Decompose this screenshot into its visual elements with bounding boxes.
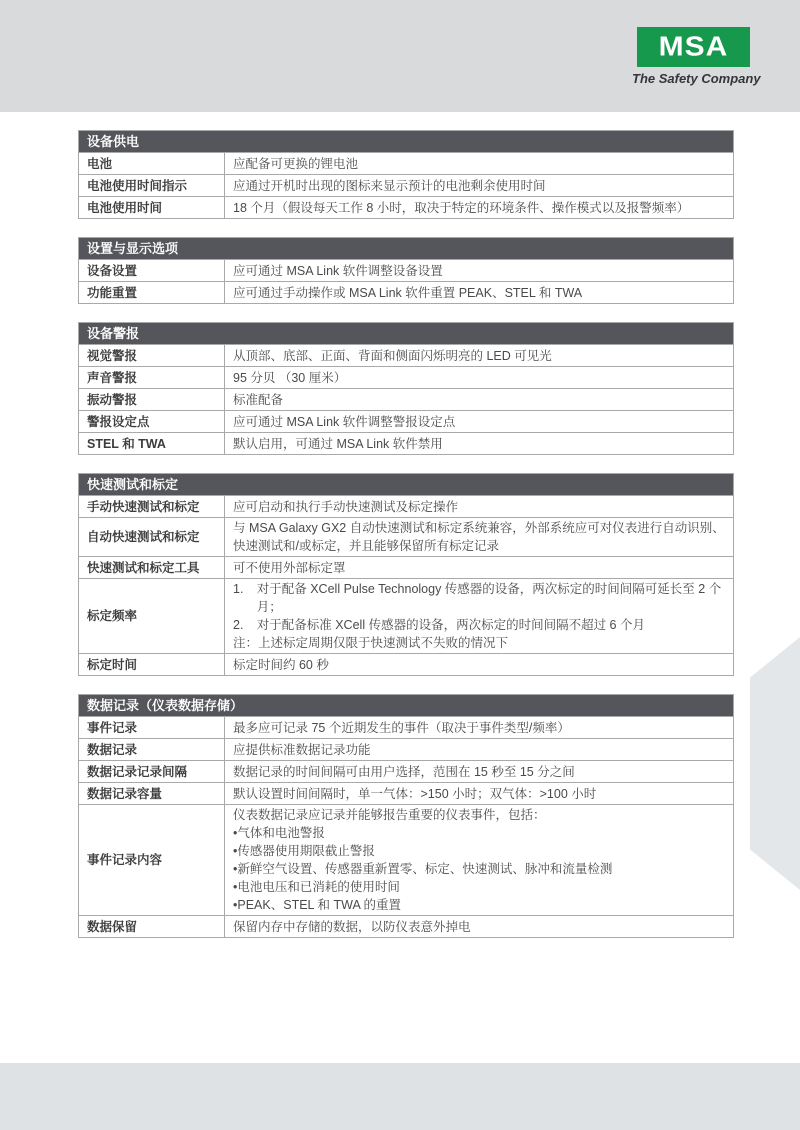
row-value-line: 仪表数据记录应记录并能够报告重要的仪表事件，包括： bbox=[233, 808, 546, 822]
row-value-line: 应提供标准数据记录功能 bbox=[233, 742, 371, 757]
row-value-line: •传感器使用期限截止警报 bbox=[233, 844, 375, 858]
row-label: 电池使用时间指示 bbox=[79, 175, 225, 196]
row-label: 视觉警报 bbox=[79, 345, 225, 366]
row-value bbox=[225, 717, 733, 738]
spec-table bbox=[78, 694, 734, 938]
table-row bbox=[79, 760, 733, 782]
table-row bbox=[79, 716, 733, 738]
table-row bbox=[79, 653, 733, 675]
row-value-line: •PEAK、STEL 和 TWA 的重置 bbox=[233, 898, 402, 912]
row-label: 振动警报 bbox=[79, 389, 225, 410]
row-value-line: 数据记录的时间间隔可由用户选择，范围在 15 秒至 15 分之间 bbox=[233, 764, 575, 779]
row-label: STEL 和 TWA bbox=[79, 433, 225, 454]
row-value-line bbox=[233, 580, 725, 616]
table-section-header: 设备供电 bbox=[79, 131, 733, 152]
table-row bbox=[79, 495, 733, 517]
msa-logo-text: MSA bbox=[658, 31, 729, 62]
row-value bbox=[225, 916, 733, 937]
row-value bbox=[225, 197, 733, 218]
row-label: 数据记录记录间隔 bbox=[79, 761, 225, 782]
table-row bbox=[79, 517, 733, 556]
table-row bbox=[79, 915, 733, 937]
row-label: 自动快速测试和标定 bbox=[79, 518, 225, 556]
row-value bbox=[225, 783, 733, 804]
spec-tables bbox=[78, 130, 734, 956]
row-value bbox=[225, 557, 733, 578]
table-row bbox=[79, 259, 733, 281]
row-value bbox=[225, 761, 733, 782]
row-label: 设备设置 bbox=[79, 260, 225, 281]
table-row bbox=[79, 281, 733, 303]
row-value-line: 最多应可记录 75 个近期发生的事件（取决于事件类型/频率） bbox=[233, 720, 570, 735]
row-label: 电池使用时间 bbox=[79, 197, 225, 218]
row-label: 快速测试和标定工具 bbox=[79, 557, 225, 578]
row-value-line: 标定时间约 60 秒 bbox=[233, 657, 329, 672]
row-value-line: 标准配备 bbox=[233, 392, 284, 407]
table-row bbox=[79, 432, 733, 454]
row-value-line: 95 分贝 （30 厘米） bbox=[233, 370, 347, 385]
table-row bbox=[79, 556, 733, 578]
table-row bbox=[79, 738, 733, 760]
row-value-line: 默认设置时间间隔时，单一气体：>150 小时；双气体：>100 小时 bbox=[233, 786, 597, 801]
row-label: 事件记录 bbox=[79, 717, 225, 738]
row-value bbox=[225, 282, 733, 303]
row-label: 声音警报 bbox=[79, 367, 225, 388]
spec-table bbox=[78, 130, 734, 219]
row-value bbox=[225, 654, 733, 675]
row-value-line: 可不使用外部标定罩 bbox=[233, 560, 346, 575]
row-value bbox=[225, 805, 733, 915]
row-label: 功能重置 bbox=[79, 282, 225, 303]
row-label: 事件记录内容 bbox=[79, 805, 225, 915]
spec-table bbox=[78, 237, 734, 304]
list-number: 2. bbox=[233, 618, 244, 632]
table-section-header: 数据记录（仪表数据存储） bbox=[79, 695, 733, 716]
row-value bbox=[225, 175, 733, 196]
row-value-line: •气体和电池警报 bbox=[233, 826, 325, 840]
table-row bbox=[79, 196, 733, 218]
row-value-line bbox=[233, 616, 725, 634]
row-label: 数据保留 bbox=[79, 916, 225, 937]
row-label: 警报设定点 bbox=[79, 411, 225, 432]
bottom-gray-band bbox=[0, 1063, 800, 1130]
list-number: 1. bbox=[233, 582, 244, 596]
msa-logo bbox=[632, 27, 761, 86]
table-section-header: 快速测试和标定 bbox=[79, 474, 733, 495]
list-text: 对于配备标准 XCell 传感器的设备，两次标定的时间间隔不超过 6 个月 bbox=[256, 618, 645, 632]
row-value bbox=[225, 739, 733, 760]
table-row bbox=[79, 152, 733, 174]
row-value bbox=[225, 345, 733, 366]
table-row bbox=[79, 782, 733, 804]
row-label: 电池 bbox=[79, 153, 225, 174]
row-value-line: 默认启用，可通过 MSA Link 软件禁用 bbox=[233, 436, 443, 451]
table-row bbox=[79, 804, 733, 915]
row-value-line: 18 个月（假设每天工作 8 小时，取决于特定的环境条件、操作模式以及报警频率） bbox=[233, 200, 690, 215]
row-value bbox=[225, 496, 733, 517]
table-row bbox=[79, 388, 733, 410]
row-value bbox=[225, 389, 733, 410]
row-value bbox=[225, 367, 733, 388]
row-value bbox=[225, 433, 733, 454]
row-value-line: 应可通过手动操作或 MSA Link 软件重置 PEAK、STEL 和 TWA bbox=[233, 285, 583, 300]
row-value-line: 与 MSA Galaxy GX2 自动快速测试和标定系统兼容，外部系统应可对仪表进行自动识别、快速测试和/或标定，并且能够保留所有标定记录 bbox=[233, 521, 725, 553]
row-label: 标定频率 bbox=[79, 579, 225, 653]
row-value-line: 注：上述标定周期仅限于快速测试不失败的情况下 bbox=[233, 636, 509, 650]
row-label: 数据记录 bbox=[79, 739, 225, 760]
row-label: 标定时间 bbox=[79, 654, 225, 675]
row-value-line: 应可通过 MSA Link 软件调整警报设定点 bbox=[233, 414, 456, 429]
table-row bbox=[79, 344, 733, 366]
table-row bbox=[79, 174, 733, 196]
msa-logo-mark bbox=[637, 27, 750, 67]
row-value-line: 应可通过 MSA Link 软件调整设备设置 bbox=[233, 263, 443, 278]
row-label: 手动快速测试和标定 bbox=[79, 496, 225, 517]
spec-table bbox=[78, 322, 734, 455]
row-value bbox=[225, 518, 733, 556]
spec-table bbox=[78, 473, 734, 676]
row-value-line: 应可启动和执行手动快速测试及标定操作 bbox=[233, 499, 459, 514]
table-section-header: 设置与显示选项 bbox=[79, 238, 733, 259]
row-label: 数据记录容量 bbox=[79, 783, 225, 804]
row-value-line: 保留内存中存储的数据，以防仪表意外掉电 bbox=[233, 919, 471, 934]
table-row bbox=[79, 410, 733, 432]
table-row bbox=[79, 366, 733, 388]
row-value bbox=[225, 260, 733, 281]
row-value-line: •新鲜空气设置、传感器重新置零、标定、快速测试、脉冲和流量检测 bbox=[233, 862, 613, 876]
table-row bbox=[79, 578, 733, 653]
row-value bbox=[225, 411, 733, 432]
msa-logo-tagline: The Safety Company bbox=[632, 71, 761, 86]
row-value bbox=[225, 579, 733, 653]
table-section-header: 设备警报 bbox=[79, 323, 733, 344]
row-value-line: 应通过开机时出现的图标来显示预计的电池剩余使用时间 bbox=[233, 178, 546, 193]
row-value bbox=[225, 153, 733, 174]
right-edge-ribbon bbox=[750, 637, 800, 890]
row-value-line: •电池电压和已消耗的使用时间 bbox=[233, 880, 400, 894]
row-value-line: 应配备可更换的锂电池 bbox=[233, 156, 359, 171]
row-value-line: 从顶部、底部、正面、背面和侧面闪烁明亮的 LED 可见光 bbox=[233, 348, 552, 363]
list-text: 对于配备 XCell Pulse Technology 传感器的设备，两次标定的时间间隔可延长至 2 个月； bbox=[256, 582, 722, 614]
